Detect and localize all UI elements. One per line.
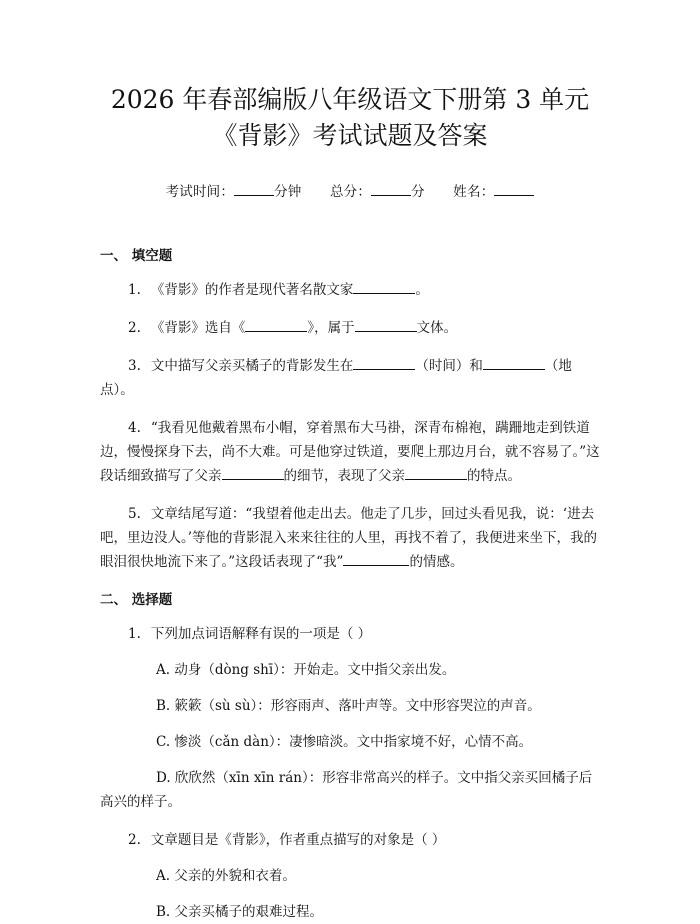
choice-option-a[interactable]: A. 父亲的外貌和衣着。 <box>156 868 296 884</box>
fill-question-2: 2. 《背影》选自《 》，属于 文体。 <box>100 316 600 340</box>
choice-option-d[interactable]: D. 欣欣然（xīn xīn rán）：形容非常高兴的样子。文中指父亲买回橘子后高兴的样子。 <box>100 770 593 810</box>
student-name: 姓名： <box>453 180 534 200</box>
time-blank[interactable] <box>234 181 274 196</box>
page-title <box>100 82 600 154</box>
title-line-1: 2026 年春部编版八年级语文下册第 3 单元 <box>110 85 590 114</box>
name-blank[interactable] <box>494 181 534 196</box>
answer-blank[interactable] <box>355 317 417 332</box>
fill-question-5: 5. 文章结尾写道：“我望着他走出去。他走了几步，回过头看见我，说：‘进去吧，里边没人。’等他的背影混入来来往往的人里，再找不着了，我便进来坐下，我的眼泪很快地流下来了。”这段话表现了“我” 的情感。 <box>100 506 598 570</box>
section-heading-fill: 一、 填空题 <box>100 248 173 264</box>
answer-blank[interactable] <box>353 279 415 294</box>
fill-question-4: 4. “我看见他戴着黑布小帽，穿着黑布大马褂，深青布棉袍，蹒跚地走到铁道边，慢慢探身下去，尚不大难。可是他穿过铁道，要爬上那边月台，就不容易了。”这段话细致描写了父亲 的细节，表现了父亲 的特点。 <box>100 420 600 484</box>
choice-question-1: 1. 下列加点词语解释有误的一项是（ ） <box>128 626 372 642</box>
fill-question-1: 1. 《背影》的作者是现代著名散文家 。 <box>100 278 600 302</box>
choice-option-c[interactable]: C. 惨淡（cǎn dàn）：凄惨暗淡。文中指家境不好，心情不高。 <box>156 734 533 750</box>
choice-option-b[interactable]: B. 簌簌（sù sù）：形容雨声、落叶声等。文中形容哭泣的声音。 <box>156 698 541 714</box>
total-score: 总分： 分 <box>330 180 425 200</box>
answer-blank[interactable] <box>222 465 284 480</box>
choice-option-a[interactable]: A. 动身（dòng shī）：开始走。文中指父亲出发。 <box>156 662 456 678</box>
answer-blank[interactable] <box>245 317 307 332</box>
exam-time: 考试时间： 分钟 <box>166 180 302 200</box>
answer-blank[interactable] <box>405 465 467 480</box>
answer-blank[interactable] <box>483 355 545 370</box>
answer-blank[interactable] <box>353 355 415 370</box>
section-heading-choice: 二、 选择题 <box>100 592 173 608</box>
exam-info <box>100 180 600 200</box>
answer-blank[interactable] <box>343 551 409 566</box>
choice-option-b[interactable]: B. 父亲买橘子的艰难过程。 <box>156 904 324 920</box>
choice-question-2: 2. 文章题目是《背影》，作者重点描写的对象是（ ） <box>128 832 446 848</box>
score-blank[interactable] <box>371 181 411 196</box>
title-line-2: 《背影》考试试题及答案 <box>212 121 488 150</box>
fill-question-3: 3. 文中描写父亲买橘子的背影发生在 （时间）和 （地点）。 <box>100 354 600 402</box>
